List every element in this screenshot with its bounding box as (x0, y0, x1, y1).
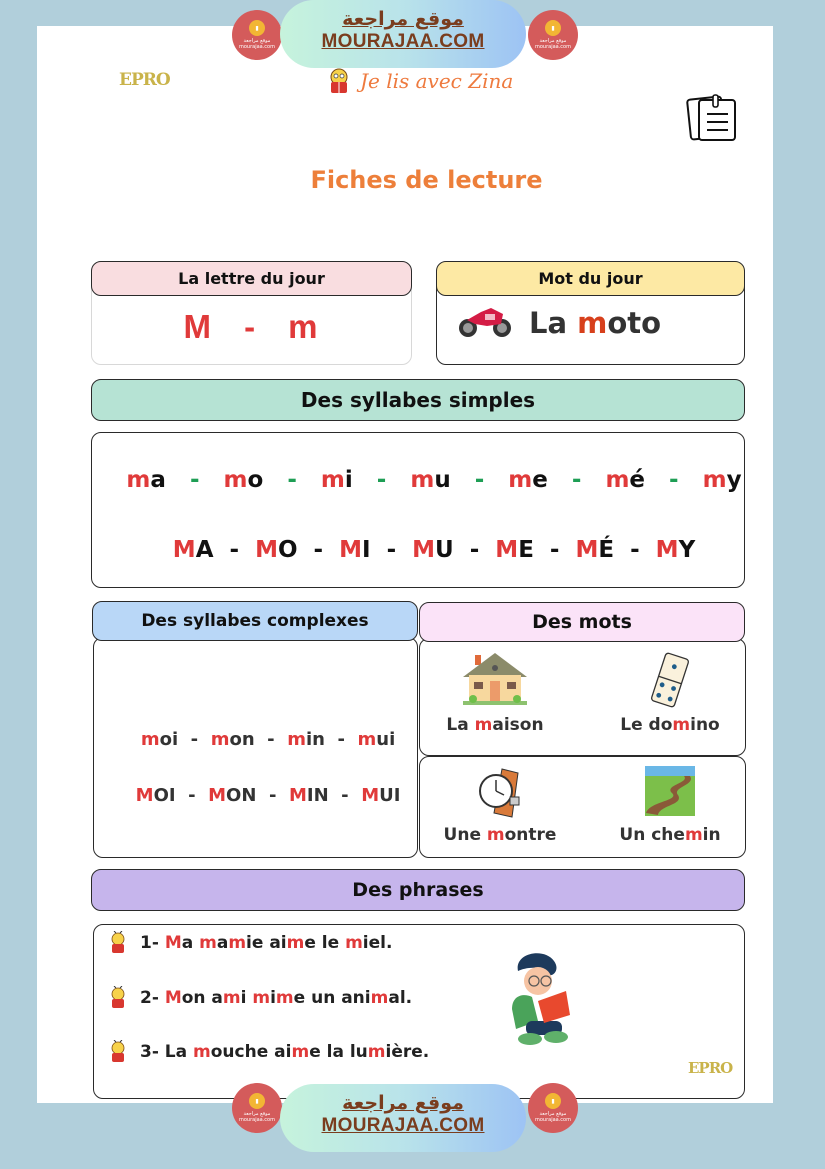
site-banner-bottom[interactable] (280, 1084, 526, 1152)
child-reading-icon (504, 951, 580, 1051)
watch-icon (430, 765, 570, 821)
site-badge-left[interactable] (232, 10, 282, 60)
brand-text: Je lis avec Zina (360, 69, 514, 93)
word-prefix: La (529, 306, 578, 340)
sentence-item (108, 931, 392, 955)
banner-arabic: موقع مراجعة (342, 8, 464, 30)
sentence-text: 2- Mon ami mime un animal. (140, 988, 413, 1008)
sentence-item (108, 986, 412, 1010)
site-badge-right[interactable] (528, 10, 578, 60)
word-of-day-header: Mot du jour (436, 261, 745, 296)
word-item: La maison (430, 651, 560, 735)
bee-reading-icon (108, 1040, 128, 1064)
path-icon (600, 765, 740, 821)
notes-clipboard-icon (686, 92, 740, 144)
sentences-card (93, 924, 745, 1099)
word-item: Un chemin (600, 765, 740, 845)
domino-icon (605, 651, 735, 709)
sentence-text: 1- Ma mamie aime le miel. (140, 933, 393, 953)
simple-syllables-card (91, 432, 745, 588)
complex-syllables-upper: MOI - MON - MIN - MUI (135, 785, 401, 806)
simple-syllables-upper: MA - MO - MI - MU - ME - MÉ - MY (172, 537, 696, 563)
letter-lower: m (288, 308, 320, 345)
site-badge-left[interactable] (232, 1083, 282, 1133)
complex-syllables-header: Des syllabes complexes (92, 601, 418, 641)
letter-upper: M (183, 308, 213, 345)
words-card-top (419, 638, 746, 756)
page-title: Fiches de lecture (310, 166, 543, 194)
bee-reading-icon (324, 66, 354, 96)
letter-of-day-header: La lettre du jour (91, 261, 412, 296)
letter-sep: - (244, 308, 258, 345)
site-banner-top[interactable] (280, 0, 526, 68)
words-header: Des mots (419, 602, 745, 642)
sentence-item (108, 1040, 429, 1064)
book-logo-icon: ▮ (249, 20, 265, 36)
simple-syllables-header: Des syllabes simples (91, 379, 745, 421)
banner-site: MOURAJAA.COM (321, 31, 485, 52)
badge-text: موقع مراجعة mourajaa.com (238, 1111, 275, 1123)
complex-syllables-card (93, 637, 418, 858)
bee-reading-icon (108, 931, 128, 955)
badge-text: موقع مراجعة mourajaa.com (534, 38, 571, 50)
banner-site: MOURAJAA.COM (321, 1115, 485, 1136)
badge-text: موقع مراجعة mourajaa.com (534, 1111, 571, 1123)
banner-arabic: موقع مراجعة (342, 1092, 464, 1114)
word-suffix: oto (607, 306, 662, 340)
word-item: Le domino (605, 651, 735, 735)
book-logo-icon: ▮ (249, 1093, 265, 1109)
book-logo-icon: ▮ (545, 20, 561, 36)
brand-zina (324, 66, 513, 96)
complex-syllables-lower: moi - mon - min - mui (140, 729, 396, 750)
epro-logo: EPRO (119, 70, 170, 90)
bee-reading-icon (108, 986, 128, 1010)
sentences-header: Des phrases (91, 869, 745, 911)
word-highlight: m (577, 306, 608, 340)
sentence-text: 3- La mouche aime la lumière. (140, 1042, 430, 1062)
house-icon (430, 651, 560, 709)
site-badge-right[interactable] (528, 1083, 578, 1133)
badge-text: موقع مراجعة mourajaa.com (238, 38, 275, 50)
book-logo-icon: ▮ (545, 1093, 561, 1109)
simple-syllables-lower: ma - mo - mi - mu - me - mé - my (126, 467, 742, 493)
words-card-bottom (419, 756, 746, 858)
motorcycle-icon (457, 304, 513, 342)
word-item: Une montre (430, 765, 570, 845)
epro-logo: EPRO (688, 1059, 733, 1077)
